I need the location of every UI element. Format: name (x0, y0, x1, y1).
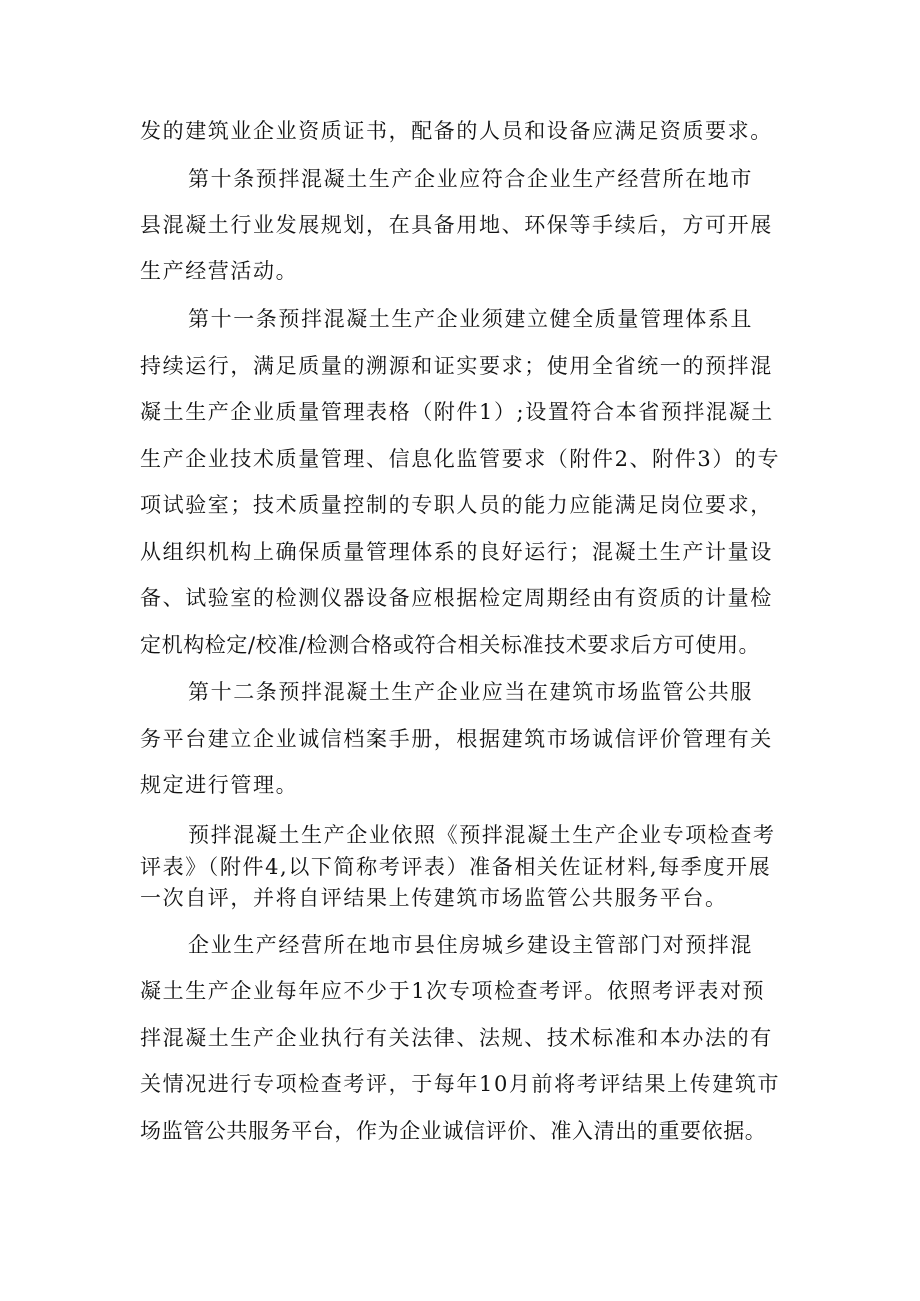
text-line: 规定进行管理。 (140, 773, 299, 797)
text-line: 定机构检定/校准/检测合格或符合相关标准技术要求后方可使用。 (140, 633, 761, 657)
text-line: 场监管公共服务平台，作为企业诚信评价、准入清出的重要依据。 (140, 1119, 767, 1143)
text-line: 务平台建立企业诚信档案手册，根据建筑市场诚信评价管理有关 (140, 727, 773, 751)
text-line: 从组织机构上确保质量管理体系的良好运行；混凝土生产计量设 (140, 540, 773, 564)
text-line: 预拌混凝土生产企业依照《预拌混凝土生产企业专项检查考 (188, 823, 776, 847)
text-line: 县混凝土行业发展规划，在具备用地、环保等手续后，方可开展 (140, 213, 773, 237)
text-line: 发的建筑业企业资质证书，配备的人员和设备应满足资质要求。 (140, 119, 773, 143)
text-line: 评表》（附件4,以下简称考评表）准备相关佐证材料,每季度开展 (140, 855, 772, 879)
text-line: 生产经营活动。 (140, 259, 299, 283)
article-10-heading-line: 第十条预拌混凝土生产企业应符合企业生产经营所在地市 (188, 167, 753, 191)
text-line: 生产企业技术质量管理、信息化监管要求（附件2、附件3）的专 (140, 447, 781, 471)
text-line: 凝土生产企业质量管理表格（附件1）;设置符合本省预拌混凝土 (140, 400, 774, 424)
text-line: 持续运行，满足质量的溯源和证实要求；使用全省统一的预拌混 (140, 354, 773, 378)
article-12-heading-line: 第十二条预拌混凝土生产企业应当在建筑市场监管公共服 (188, 680, 753, 704)
text-line: 关情况进行专项检查考评，于每年10月前将考评结果上传建筑市 (140, 1072, 781, 1096)
text-line: 一次自评，并将自评结果上传建筑市场监管公共服务平台。 (140, 886, 728, 910)
article-11-heading-line: 第十一条预拌混凝土生产企业须建立健全质量管理体系且 (188, 307, 753, 331)
text-line: 项试验室；技术质量控制的专职人员的能力应能满足岗位要求， (140, 493, 773, 517)
text-line: 凝土生产企业每年应不少于1次专项检查考评。依照考评表对预 (140, 979, 766, 1003)
text-line: 拌混凝土生产企业执行有关法律、法规、技术标准和本办法的有 (140, 1026, 773, 1050)
text-line: 企业生产经营所在地市县住房城乡建设主管部门对预拌混 (188, 933, 753, 957)
text-line: 备、试验室的检测仪器设备应根据检定周期经由有资质的计量检 (140, 586, 773, 610)
